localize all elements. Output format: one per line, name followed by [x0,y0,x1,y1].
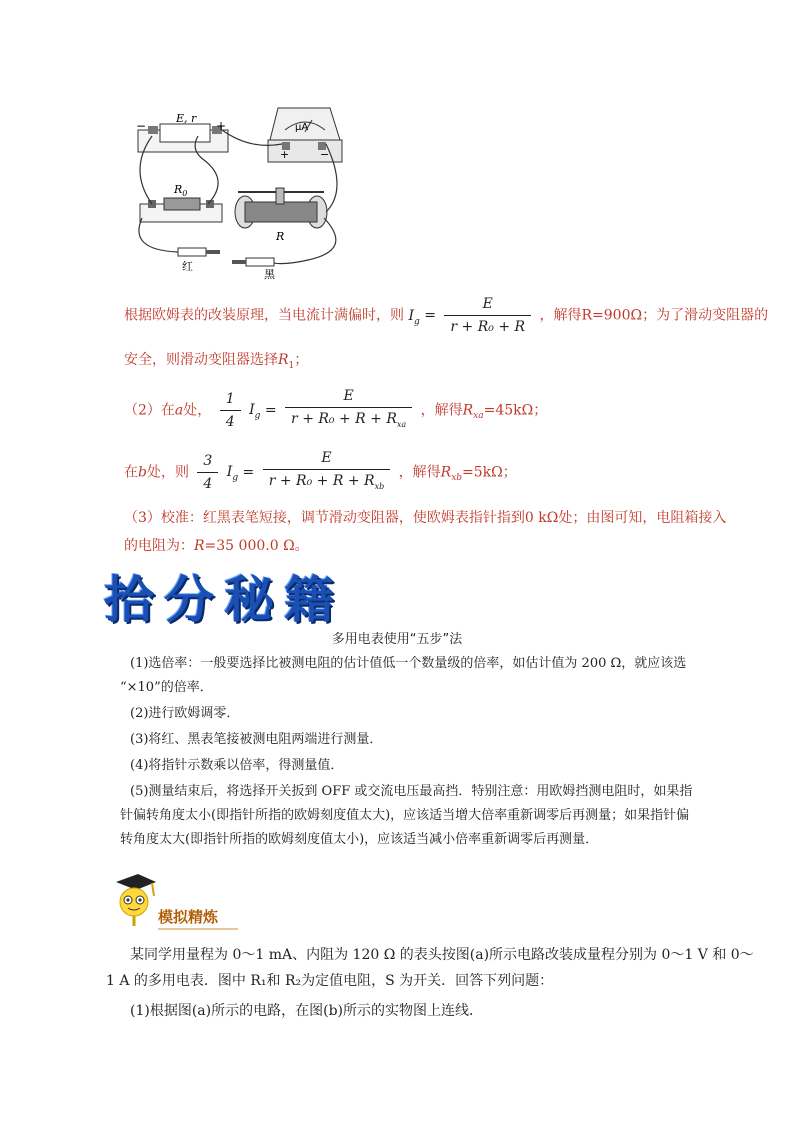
tips-step-3: (3)将红、黑表笔接被测电阻两端进行测量． [130,732,383,747]
variable: R [462,402,474,419]
solution-text: =45kΩ； [483,402,548,419]
tips-step-2: (2)进行欧姆调零． [130,706,240,721]
fraction-3 [263,448,390,497]
fraction-denominator: $r + R_0 + R + R_{xb}$ [268,473,385,491]
label-rheostat: R [276,230,285,243]
black-probe [232,258,274,266]
solution-text: 的电阻为： [124,538,194,554]
tips-step-4: (4)将指针示数乘以倍率，得测量值． [130,758,344,773]
solution-line-6 [124,536,309,556]
tips-step-5b: 针偏转角度太小(即指针所指的欧姆刻度值太大)，应该适当增大倍率重新调零后再测量；如果指针偏 [120,808,690,823]
subscript: xb [451,473,463,484]
label-minus: − [136,119,147,133]
label-meter-minus: − [320,148,330,161]
solution-text: ； [294,352,309,368]
fraction-numerator: E [263,448,390,470]
mascot-icon [108,872,160,928]
fraction-denominator: 4 [203,475,213,492]
tips-body [120,654,730,850]
red-probe [178,248,220,256]
label-r0: $R_0$ [174,183,188,198]
solution-text: 处，则 [146,464,189,481]
tips-step-5a: (5)测量结束后，将选择开关扳到 OFF 或交流电压最高挡．特别注意：用欧姆挡测电阻时，如果指 [130,784,693,799]
circuit-figure [130,100,350,280]
coefficient-fraction [197,451,218,494]
variable: R [194,538,205,554]
question-line-3: (1)根据图(a)所示的电路，在图(b)所示的实物图上连线． [130,1003,483,1019]
solution-text: ，解得 [420,402,463,419]
label-red-probe: 红 [182,260,193,273]
solution-text: （2）在 [124,402,175,419]
tips-step-5c: 转角度太大(即指针所指的欧姆刻度值太小)，应该适当减小倍率重新调零后再测量． [120,832,599,847]
fraction-numerator: 1 [220,389,241,411]
question-line-2: 1 A 的多用电表．图中 R₁和 R₂为定值电阻，S 为开关．回答下列问题： [106,973,554,989]
solution-text: =5kΩ； [462,464,517,481]
solution-line-1 [124,294,768,337]
subscript: xa [473,411,484,422]
solution-line-4 [124,448,517,497]
solution-text: 处， [183,402,212,419]
equals-sign: = [264,402,277,419]
fraction-numerator: E [285,386,412,408]
subscript: 1 [288,360,295,371]
practice-underline [158,928,238,930]
solution-line-5: （3）校准：红黑表笔短接，调节滑动变阻器，使欧姆表指针指到0 kΩ处；由图可知，电阻箱接入 [124,510,727,526]
fraction-numerator: 3 [197,451,218,473]
battery [138,124,228,152]
fraction-denominator: $r + R_0 + R + R_{xa}$ [291,411,407,429]
equals-sign: = [242,464,255,481]
practice-question [106,944,754,1022]
solution-line-2 [124,350,308,376]
formula-lhs: $I_g$ [249,402,261,422]
fraction-numerator: E [444,294,531,316]
label-plus: + [216,119,227,133]
formula-lhs: $I_g$ [226,464,239,484]
solution-text: =35 000.0 Ω。 [204,538,309,554]
practice-label: 模拟精炼 [158,908,219,926]
formula-lhs: $I_g$ [408,307,420,327]
label-black-probe: 黑 [264,268,275,280]
tips-step-1b: “×10”的倍率． [120,680,213,695]
label-meter-plus: + [280,148,290,161]
variable: R [440,464,452,481]
equals-sign: = [424,307,436,324]
label-meter: μA [295,122,309,133]
fraction-denominator: r + R₀ + R [450,319,526,335]
variable: b [138,464,147,481]
fraction-2 [285,386,412,435]
tips-step-1a: (1)选倍率：一般要选择比被测电阻的估计值低一个数量级的倍率，如估计值为 200 Ω，就应该选 [130,656,687,671]
solution-line-3 [124,386,547,435]
fraction-denominator: 4 [225,413,235,430]
section-banner: 拾分秘籍 [104,571,344,629]
label-source: E, r [176,112,197,125]
tips-heading: 多用电表使用“五步”法 [331,632,463,647]
variable: R [278,352,289,368]
solution-text: ，解得R=900Ω；为了滑动变阻器的 [539,307,769,324]
variable: a [174,402,184,419]
solution-text: 在 [124,464,138,481]
fraction-1 [444,294,531,337]
question-line-1: 某同学用量程为 0～1 mA、内阻为 120 Ω 的表头按图(a)所示电路改装成量程分别为 0～1 V 和 0～ [130,947,754,963]
solution-text: 根据欧姆表的改装原理，当电流计满偏时，则 [124,307,404,324]
rheostat [235,188,327,228]
coefficient-fraction [220,389,241,432]
solution-text: 安全，则滑动变阻器选择 [124,352,278,368]
solution-text: ，解得 [398,464,441,481]
